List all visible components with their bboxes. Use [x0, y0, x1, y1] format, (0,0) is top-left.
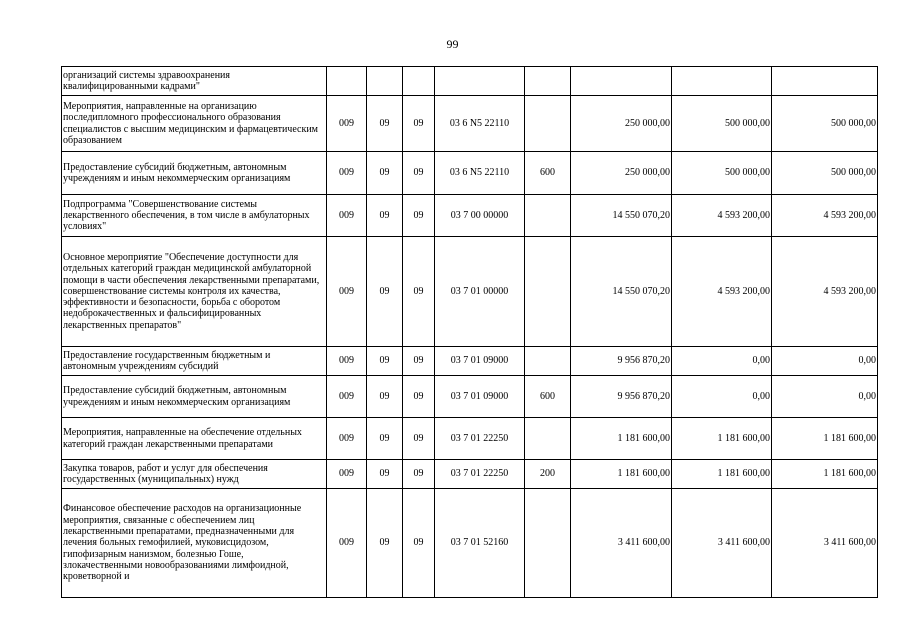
- expense-type: 600: [525, 152, 571, 195]
- amount-year-1: 3 411 600,00: [571, 489, 672, 598]
- ministry-code: 009: [327, 460, 367, 489]
- amount-year-3: 500 000,00: [772, 96, 878, 152]
- ministry-code: 009: [327, 152, 367, 195]
- table-row: [62, 152, 878, 195]
- section-code: 09: [367, 96, 403, 152]
- expense-type: [525, 418, 571, 460]
- amount-year-3: [772, 67, 878, 96]
- amount-year-3: 4 593 200,00: [772, 195, 878, 237]
- table-row: [62, 347, 878, 376]
- subsection-code: 09: [403, 237, 435, 347]
- subsection-code: 09: [403, 418, 435, 460]
- ministry-code: 009: [327, 347, 367, 376]
- amount-year-2: [672, 67, 772, 96]
- amount-year-3: 3 411 600,00: [772, 489, 878, 598]
- amount-year-1: [571, 67, 672, 96]
- table-row: [62, 67, 878, 96]
- target-article: 03 7 01 22250: [435, 418, 525, 460]
- amount-year-1: 1 181 600,00: [571, 460, 672, 489]
- table-row: [62, 237, 878, 347]
- budget-table: [61, 66, 878, 598]
- subsection-code: 09: [403, 96, 435, 152]
- page-number: 99: [446, 37, 459, 51]
- subsection-code: 09: [403, 376, 435, 418]
- target-article: [435, 67, 525, 96]
- ministry-code: 009: [327, 96, 367, 152]
- ministry-code: 009: [327, 418, 367, 460]
- amount-year-1: 1 181 600,00: [571, 418, 672, 460]
- expense-type: [525, 195, 571, 237]
- expense-type: 600: [525, 376, 571, 418]
- target-article: 03 7 01 22250: [435, 460, 525, 489]
- amount-year-2: 500 000,00: [672, 96, 772, 152]
- section-code: 09: [367, 347, 403, 376]
- amount-year-1: 250 000,00: [571, 152, 672, 195]
- section-code: 09: [367, 195, 403, 237]
- amount-year-1: 9 956 870,20: [571, 347, 672, 376]
- expense-type: [525, 96, 571, 152]
- expense-type: [525, 347, 571, 376]
- ministry-code: 009: [327, 376, 367, 418]
- section-code: 09: [367, 152, 403, 195]
- section-code: 09: [367, 460, 403, 489]
- amount-year-1: 14 550 070,20: [571, 195, 672, 237]
- row-name: Основное мероприятие "Обеспечение доступности для отдельных категорий граждан медицинской амбулаторной помощи в части обеспечения лекарственными препаратами, совершенствование системы контроля их качества, эффективности и безопасности, борьба с оборотом недоброкачественных и фальсифицированных лекарственных препаратов": [62, 237, 327, 347]
- target-article: 03 7 01 52160: [435, 489, 525, 598]
- expense-type: [525, 67, 571, 96]
- amount-year-3: 500 000,00: [772, 152, 878, 195]
- section-code: 09: [367, 418, 403, 460]
- subsection-code: 09: [403, 347, 435, 376]
- section-code: 09: [367, 237, 403, 347]
- subsection-code: 09: [403, 460, 435, 489]
- row-name: Предоставление субсидий бюджетным, автономным учреждениям и иным некоммерческим организациям: [62, 376, 327, 418]
- row-name: Мероприятия, направленные на организацию последипломного профессионального образования специалистов с высшим медицинским и фармацевтическим образованием: [62, 96, 327, 152]
- amount-year-1: 9 956 870,20: [571, 376, 672, 418]
- table-row: [62, 376, 878, 418]
- row-name: Закупка товаров, работ и услуг для обеспечения государственных (муниципальных) нужд: [62, 460, 327, 489]
- amount-year-3: 4 593 200,00: [772, 237, 878, 347]
- ministry-code: 009: [327, 489, 367, 598]
- amount-year-2: 4 593 200,00: [672, 195, 772, 237]
- target-article: 03 7 01 09000: [435, 376, 525, 418]
- amount-year-1: 14 550 070,20: [571, 237, 672, 347]
- amount-year-3: 1 181 600,00: [772, 460, 878, 489]
- section-code: 09: [367, 376, 403, 418]
- row-name: Предоставление субсидий бюджетным, автономным учреждениям и иным некоммерческим организациям: [62, 152, 327, 195]
- expense-type: [525, 237, 571, 347]
- amount-year-3: 0,00: [772, 347, 878, 376]
- amount-year-2: 1 181 600,00: [672, 418, 772, 460]
- ministry-code: [327, 67, 367, 96]
- target-article: 03 7 01 00000: [435, 237, 525, 347]
- ministry-code: 009: [327, 237, 367, 347]
- target-article: 03 7 00 00000: [435, 195, 525, 237]
- table-row: [62, 460, 878, 489]
- row-name: Мероприятия, направленные на обеспечение отдельных категорий граждан лекарственными препаратами: [62, 418, 327, 460]
- amount-year-2: 0,00: [672, 347, 772, 376]
- subsection-code: [403, 67, 435, 96]
- target-article: 03 6 N5 22110: [435, 96, 525, 152]
- expense-type: 200: [525, 460, 571, 489]
- amount-year-2: 4 593 200,00: [672, 237, 772, 347]
- table-row: [62, 489, 878, 598]
- amount-year-2: 1 181 600,00: [672, 460, 772, 489]
- section-code: [367, 67, 403, 96]
- target-article: 03 7 01 09000: [435, 347, 525, 376]
- subsection-code: 09: [403, 152, 435, 195]
- row-name: Подпрограмма "Совершенствование системы лекарственного обеспечения, в том числе в амбулаторных условиях": [62, 195, 327, 237]
- table-row: [62, 96, 878, 152]
- amount-year-3: 1 181 600,00: [772, 418, 878, 460]
- section-code: 09: [367, 489, 403, 598]
- row-name: Предоставление государственным бюджетным и автономным учреждениям субсидий: [62, 347, 327, 376]
- subsection-code: 09: [403, 195, 435, 237]
- table-row: [62, 195, 878, 237]
- row-name: организаций системы здравоохранения квалифицированными кадрами": [62, 67, 327, 96]
- subsection-code: 09: [403, 489, 435, 598]
- target-article: 03 6 N5 22110: [435, 152, 525, 195]
- row-name: Финансовое обеспечение расходов на организационные мероприятия, связанные с обеспечением лиц лекарственными препаратами, предназначенными для лечения больных гемофилией, муковисцидозом, гипофизарным нанизмом, болезнью Гоше, злокачественными новообразованиями лимфоидной, кроветворной и: [62, 489, 327, 598]
- amount-year-2: 0,00: [672, 376, 772, 418]
- amount-year-1: 250 000,00: [571, 96, 672, 152]
- table-row: [62, 418, 878, 460]
- amount-year-2: 500 000,00: [672, 152, 772, 195]
- amount-year-2: 3 411 600,00: [672, 489, 772, 598]
- expense-type: [525, 489, 571, 598]
- ministry-code: 009: [327, 195, 367, 237]
- amount-year-3: 0,00: [772, 376, 878, 418]
